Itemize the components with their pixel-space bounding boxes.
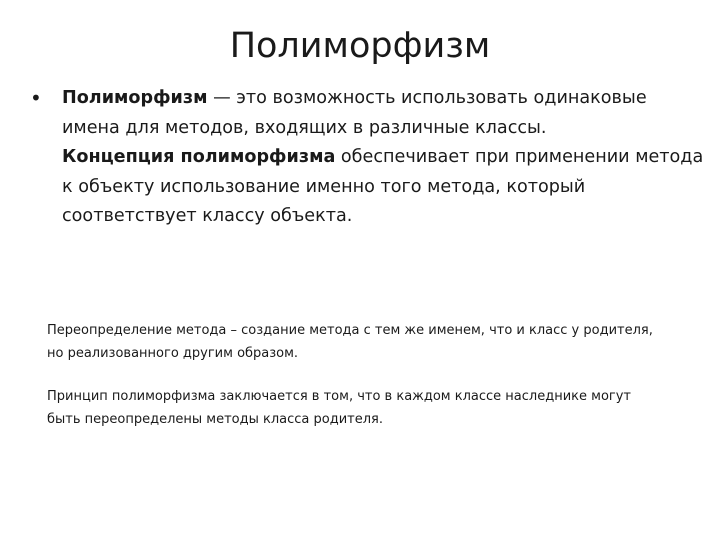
bullet-icon: • xyxy=(30,86,42,110)
definition-term: Полиморфизм xyxy=(62,88,208,108)
concept-paragraph xyxy=(62,143,710,232)
override-note: Переопределение метода – создание метода с тем же именем, что и класс у родителя, но реализованного другим образом. xyxy=(47,323,653,361)
slide-title: Полиморфизм xyxy=(229,26,491,66)
concept-text: обеспечивает при применении метода к объекту использование именно того метода, который соответствует классу объекта. xyxy=(62,147,704,226)
bullet-block xyxy=(30,84,710,232)
definition-paragraph xyxy=(62,84,710,143)
definition-text: — это возможность использовать одинаковые имена для методов, входящих в различные классы. xyxy=(62,88,647,138)
concept-term: Концепция полиморфизма xyxy=(62,147,336,167)
principle-note: Принцип полиморфизма заключается в том, что в каждом классе наследнике могут быть переопределены методы класса родителя. xyxy=(47,389,631,427)
